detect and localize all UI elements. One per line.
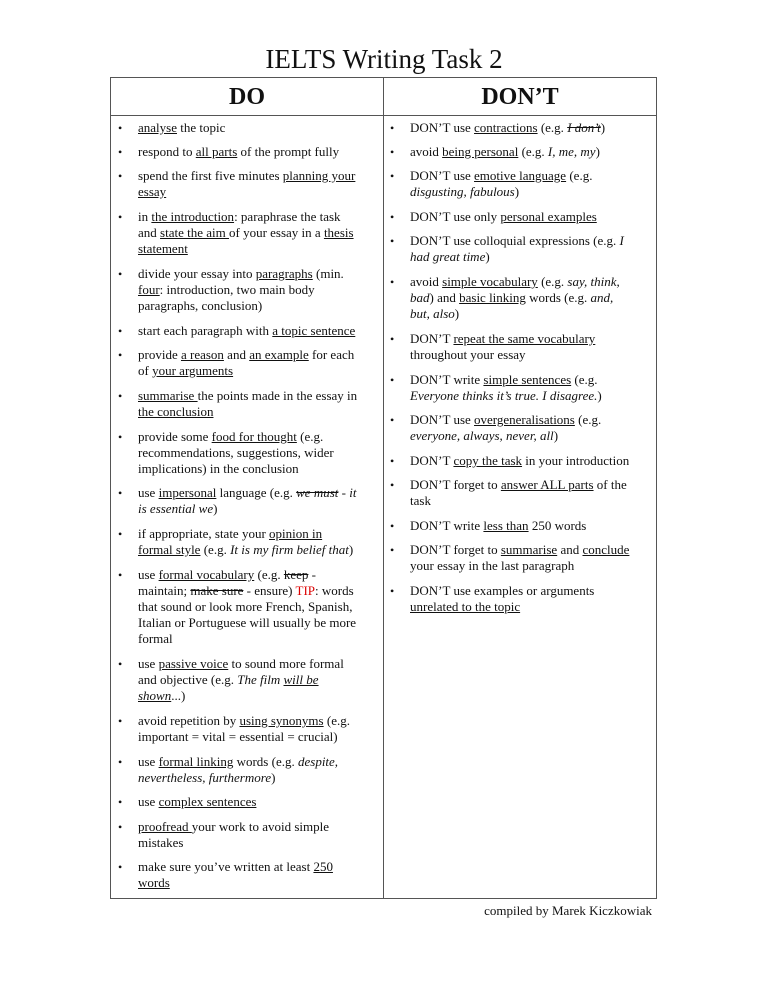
bullet-icon: •	[390, 234, 395, 248]
bullet-icon: •	[118, 121, 123, 135]
do-item: • use formal vocabulary (e.g. keep - maintain; make sure - ensure) TIP: words that sound or look more French, Spanish, Italian or Portuguese will usually be more formal	[118, 567, 357, 646]
bullet-icon: •	[390, 169, 395, 183]
do-item: • analyse the topic	[118, 120, 226, 135]
bullet-icon: •	[118, 267, 123, 281]
do-item: • avoid repetition by using synonyms (e.g. important = vital = essential = crucial)	[118, 713, 350, 744]
bullet-icon: •	[118, 210, 123, 224]
bullet-icon: •	[390, 373, 395, 387]
dont-item: • DON’T use contractions (e.g. I don’t)	[390, 120, 606, 135]
bullet-icon: •	[390, 275, 395, 289]
bullet-icon: •	[390, 478, 395, 492]
do-item: • use formal linking words (e.g. despite, nevertheless, furthermore)	[118, 754, 339, 785]
bullet-icon: •	[390, 584, 395, 598]
do-item: • use passive voice to sound more formal and objective (e.g. The film will be shown...)	[118, 656, 344, 703]
do-item: • use impersonal language (e.g. we must - it is essential we)	[118, 485, 357, 516]
do-item: • start each paragraph with a topic sentence	[118, 323, 356, 338]
dont-item: • DON’T forget to summarise and conclude your essay in the last paragraph	[390, 542, 630, 573]
bullet-icon: •	[118, 657, 123, 671]
dont-item: • avoid being personal (e.g. I, me, my)	[390, 144, 600, 159]
tip-label: TIP	[295, 583, 316, 598]
do-item: • provide a reason and an example for each of your arguments	[118, 347, 355, 378]
do-item: • proofread your work to avoid simple mistakes	[118, 819, 329, 850]
dont-item: • DON’T forget to answer ALL parts of the task	[390, 477, 627, 508]
bullet-icon: •	[118, 145, 123, 159]
bullet-icon: •	[118, 324, 123, 338]
bullet-icon: •	[118, 755, 123, 769]
dont-item: • DON’T use overgeneralisations (e.g. everyone, always, never, all)	[390, 412, 602, 443]
dont-item: • DON’T repeat the same vocabulary throughout your essay	[390, 331, 596, 362]
do-item: • respond to all parts of the prompt fully	[118, 144, 340, 159]
dont-item: • DON’T use emotive language (e.g. disgusting, fabulous)	[390, 168, 593, 199]
do-item: • if appropriate, state your opinion in formal style (e.g. It is my firm belief that)	[118, 526, 354, 557]
dont-item: • DON’T write simple sentences (e.g. Everyone thinks it’s true. I disagree.)	[390, 372, 602, 403]
do-item: • make sure you’ve written at least 250 words	[118, 859, 333, 890]
dont-item: • DON’T write less than 250 words	[390, 518, 587, 533]
bullet-icon: •	[390, 121, 395, 135]
column-divider	[383, 78, 384, 898]
dont-item: • DON’T use colloquial expressions (e.g. I had great time)	[390, 233, 624, 264]
do-item: • provide some food for thought (e.g. recommendations, suggestions, wider implications) in the conclusion	[118, 429, 334, 476]
dont-item: • avoid simple vocabulary (e.g. say, think, bad) and basic linking words (e.g. and, but, also)	[390, 274, 620, 321]
bullet-icon: •	[390, 519, 395, 533]
do-item: • use complex sentences	[118, 794, 257, 809]
bullet-icon: •	[390, 543, 395, 557]
dont-item: • DON’T copy the task in your introduction	[390, 453, 630, 468]
bullet-icon: •	[390, 332, 395, 346]
header-rule	[111, 115, 656, 116]
do-item: • summarise the points made in the essay in the conclusion	[118, 388, 358, 419]
do-item: • divide your essay into paragraphs (min. four: introduction, two main body paragraphs, conclusion)	[118, 266, 344, 313]
do-item: • in the introduction: paraphrase the task and state the aim of your essay in a thesis statement	[118, 209, 354, 256]
compiled-by-credit: compiled by Marek Kiczkowiak	[484, 903, 652, 918]
dont-item: • DON’T use only personal examples	[390, 209, 597, 224]
bullet-icon: •	[118, 527, 123, 541]
bullet-icon: •	[118, 820, 123, 834]
bullet-icon: •	[118, 430, 123, 444]
do-column-header: DO	[229, 84, 265, 110]
bullet-icon: •	[118, 169, 123, 183]
bullet-icon: •	[390, 454, 395, 468]
bullet-icon: •	[118, 795, 123, 809]
bullet-icon: •	[390, 145, 395, 159]
bullet-icon: •	[118, 860, 123, 874]
do-item: • spend the first five minutes planning your essay	[118, 168, 356, 199]
bullet-icon: •	[118, 389, 123, 403]
dont-item: • DON’T use examples or arguments unrelated to the topic	[390, 583, 595, 614]
bullet-icon: •	[390, 210, 395, 224]
bullet-icon: •	[118, 486, 123, 500]
bullet-icon: •	[390, 413, 395, 427]
bullet-icon: •	[118, 568, 123, 582]
bullet-icon: •	[118, 714, 123, 728]
page-title: IELTS Writing Task 2	[265, 44, 503, 74]
do-dont-table	[110, 77, 657, 899]
dont-column-header: DON’T	[481, 84, 559, 110]
bullet-icon: •	[118, 348, 123, 362]
